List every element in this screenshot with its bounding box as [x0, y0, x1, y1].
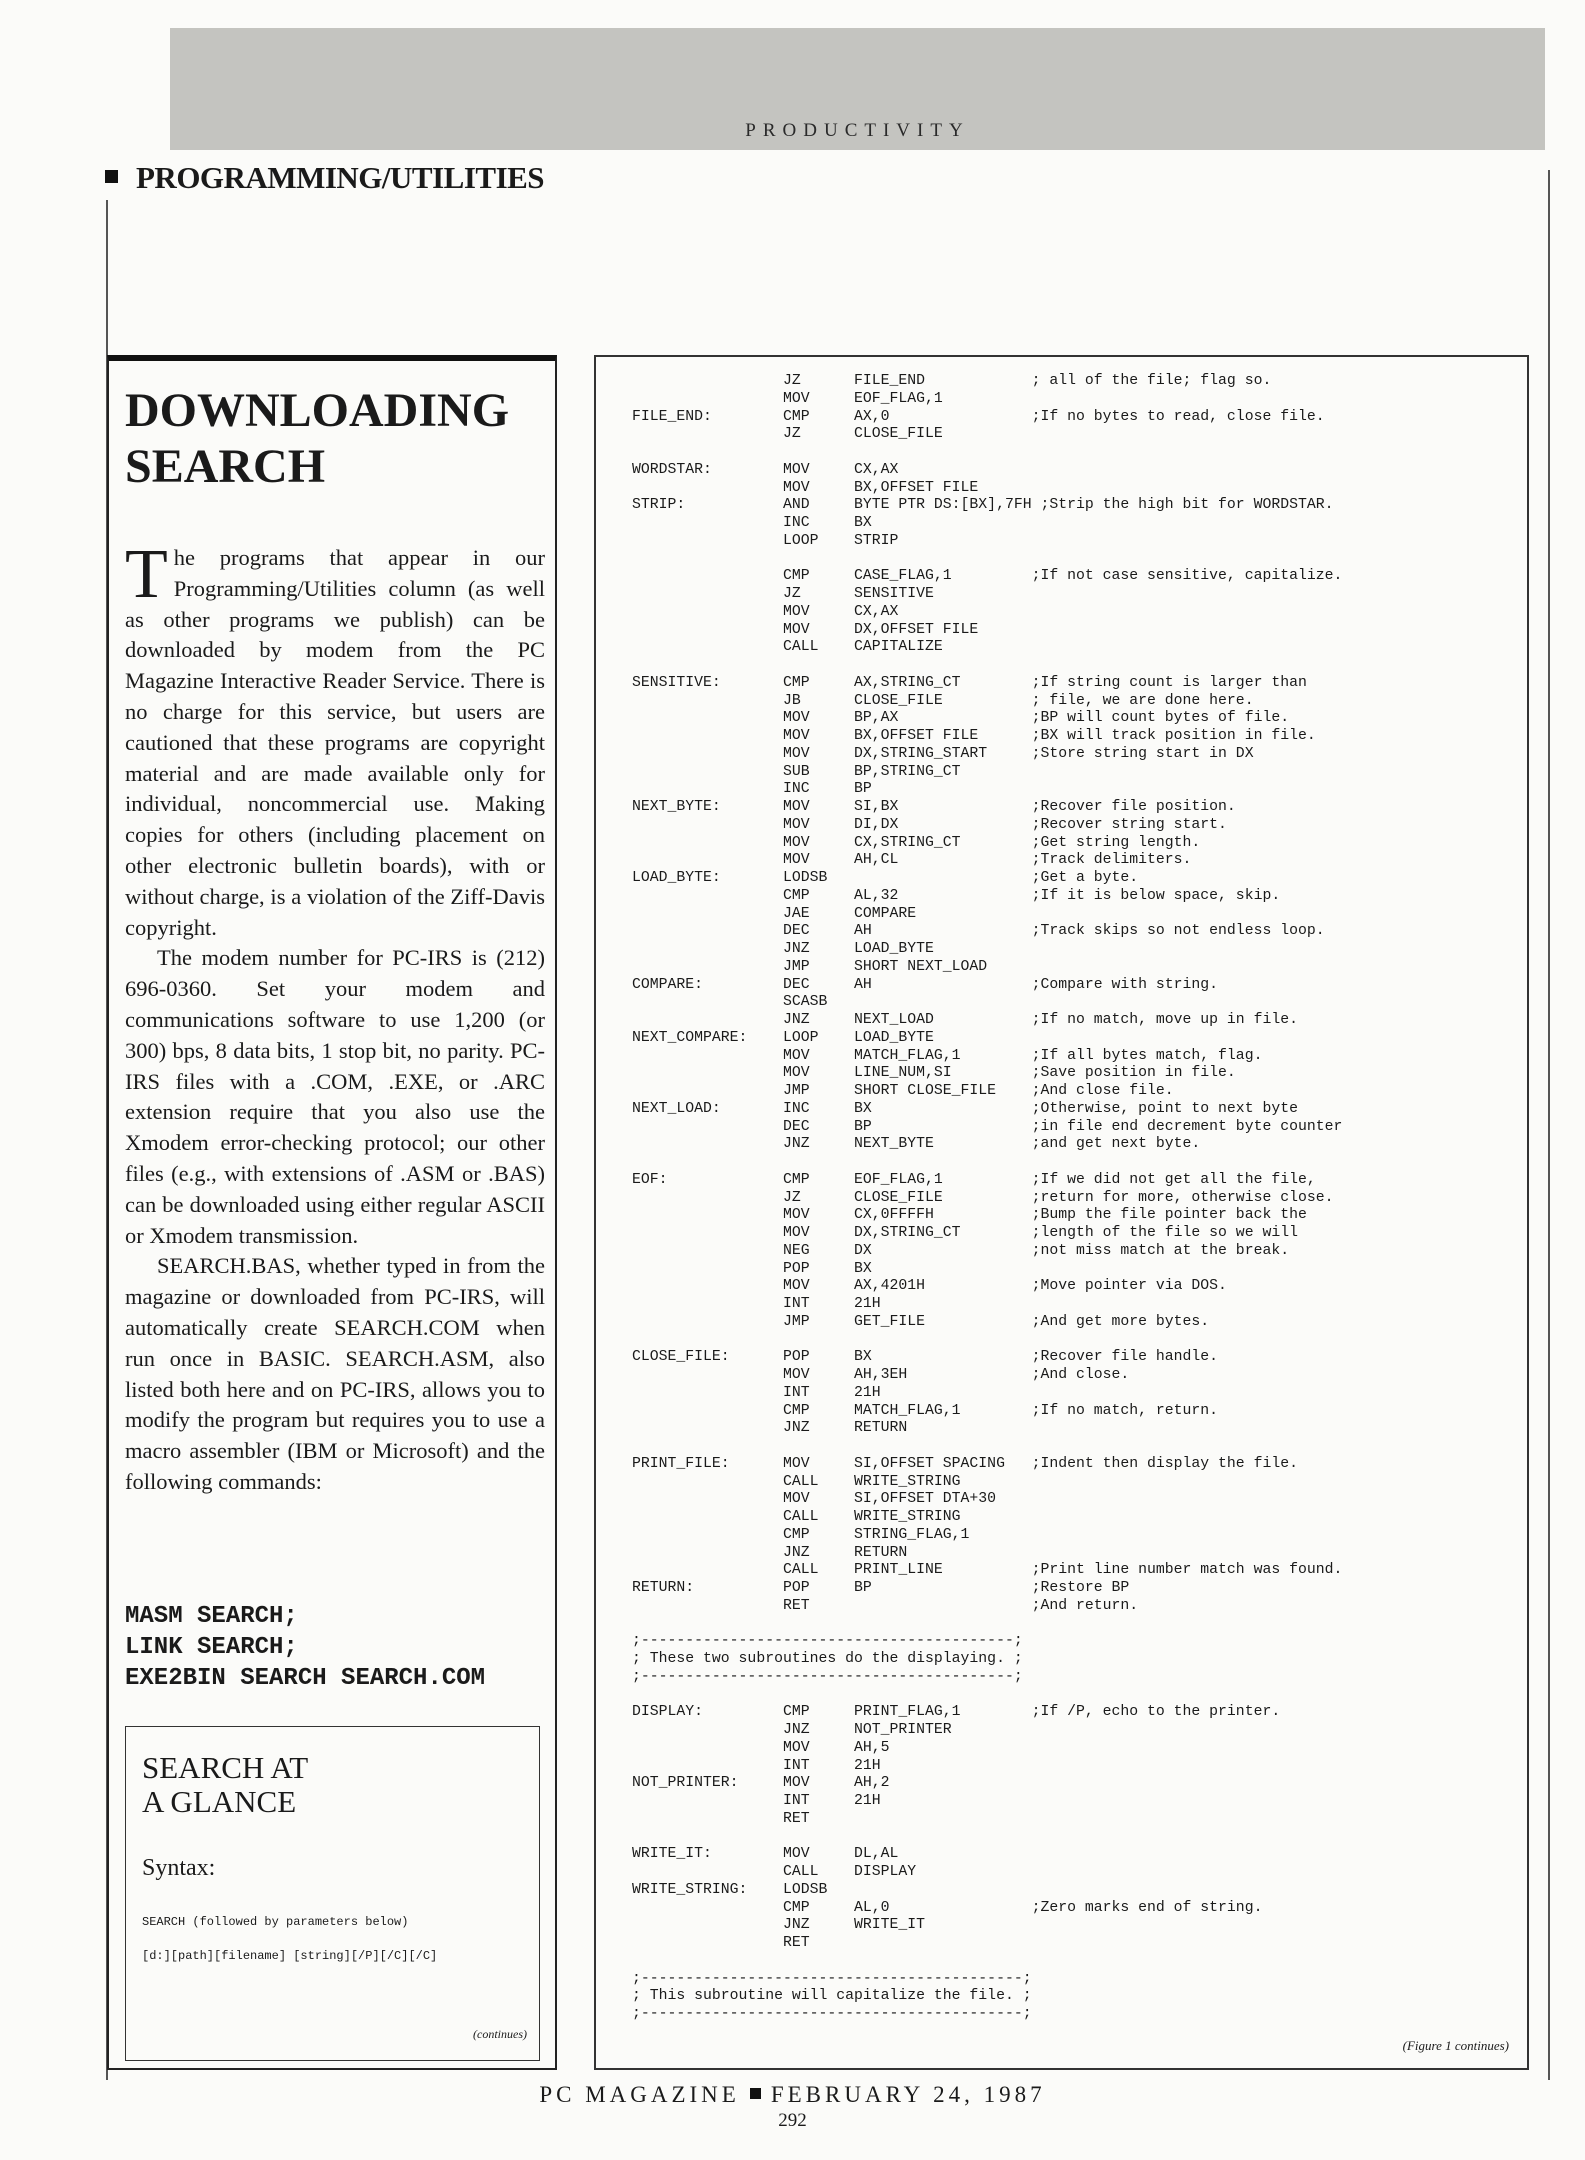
- code-listing: JZ FILE_END ; all of the file; flag so. MOV EOF_FLAG,1 FILE_END: CMP AX,0 ;If no bytes to read, close file. JZ CLOSE_FILE WORDSTAR: MOV CX,AX MOV BX,OFFSET FILE STRIP: AND BYTE PTR DS:[BX],7FH ;Strip the high bit for WORDSTAR. INC BX LOOP STRIP CMP CASE_FLAG,1 ;If not case sensitive, capitalize. JZ SENSITIVE MOV CX,AX MOV DX,OFFSET FILE CALL CAPITALIZE SENSITIVE: CMP AX,STRING_CT ;If string count is larger than JB CLOSE_FILE ; file, we are done here. MOV BP,AX ;BP will count bytes of file. MOV BX,OFFSET FILE ;BX will track position in file. MOV DX,STRING_START ;Store string start in DX SUB BP,STRING_CT INC BP NEXT_BYTE: MOV SI,BX ;Recover file position. MOV DI,DX ;Recover string start. MOV CX,STRING_CT ;Get string length. MOV AH,CL ;Track delimiters. LOAD_BYTE: LODSB ;Get a byte. CMP AL,32 ;If it is below space, skip. JAE COMPARE DEC AH ;Track skips so not endless loop. JNZ LOAD_BYTE JMP SHORT NEXT_LOAD COMPARE: DEC AH ;Compare with string. SCASB JNZ NEXT_LOAD ;If no match, move up in file. NEXT_COMPARE: LOOP LOAD_BYTE MOV MATCH_FLAG,1 ;If all bytes match, flag. MOV LINE_NUM,SI ;Save position in file. JMP SHORT CLOSE_FILE ;And close file. NEXT_LOAD: INC BX ;Otherwise, point to next byte DEC BP ;in file end decrement byte counter JNZ NEXT_BYTE ;and get next byte. EOF: CMP EOF_FLAG,1 ;If we did not get all the file, JZ CLOSE_FILE ;return for more, otherwise close. MOV CX,0FFFFH ;Bump the file pointer back the MOV DX,STRING_CT ;length of the file so we will NEG DX ;not miss match at the break. POP BX MOV AX,4201H ;Move pointer via DOS. INT 21H JMP GET_FILE ;And get more bytes. CLOSE_FILE: POP BX ;Recover file handle. MOV AH,3EH ;And close. INT 21H CMP MATCH_FLAG,1 ;If no match, return. JNZ RETURN PRINT_FILE: MOV SI,OFFSET SPACING ;Indent then display the file. CALL WRITE_STRING MOV SI,OFFSET DTA+30 CALL WRITE_STRING CMP STRING_FLAG,1 JNZ RETURN CALL PRINT_LINE ;Print line number match was found. RETURN: POP BP ;Restore BP RET ;And return. ;------------------------------------------; ; These two subroutines do the displaying. ; ;------------------------------------------; DISPLAY: CMP PRINT_FLAG,1 ;If /P, echo to the printer. JNZ NOT_PRINTER MOV AH,5 INT 21H NOT_PRINTER: MOV AH,2 INT 21H RET WRITE_IT: MOV DL,AL CALL DISPLAY WRITE_STRING: LODSB CMP AL,0 ;Zero marks end of string. JNZ WRITE_IT RET ;-------------------------------------------; ; This subroutine will capitalize the file. ; ;-------------------------------------------;: [632, 373, 1343, 2022]
- section-heading: [105, 160, 544, 196]
- sidebar-title-line1: DOWNLOADING: [125, 384, 510, 437]
- syntax-label: Syntax:: [142, 1855, 216, 1881]
- header-banner: [170, 28, 1545, 150]
- figure-continues: (Figure 1 continues): [1402, 2038, 1509, 2053]
- footer: [0, 2082, 1585, 2108]
- sidebar-title-line2: SEARCH: [125, 440, 326, 493]
- sidebar-body: [125, 536, 545, 1498]
- sidebar-title: [125, 383, 509, 495]
- syntax-line-2: [d:][path][filename] [string][/P][/C][/C]: [142, 1949, 438, 1963]
- paragraph-2: The modem number for PC-IRS is (212) 696-0360. Set your modem and communications software to use 1,200 (or 300) bps, 8 data bits, 1 stop bit, no parity. PC-IRS files with a .COM, .EXE, or .ARC extension require that you also use the Xmodem error-checking protocol; our other files (e.g., with extensions of .ASM or .BAS) can be downloaded using either regular ASCII or Xmodem transmission.: [125, 945, 545, 1248]
- paragraph-1-text: he programs that appear in our Programming/Utilities column (as well as other programs we publish) can be downloaded by modem from the PC Magazine Interactive Reader Service. There is no charge for this service, but users are cautioned that these programs are copyright material and are made available only for individual, noncommercial use. Making copies for others (including placement on other electronic bulletin boards), with or without charge, is a violation of the Ziff-Davis copyright.: [125, 545, 545, 940]
- drop-cap: T: [125, 536, 168, 613]
- footer-square-icon: [750, 2088, 761, 2099]
- code-listing-box: [594, 355, 1529, 2070]
- page-number: 292: [778, 2110, 807, 2131]
- right-rule: [1548, 170, 1550, 2080]
- download-sidebar: [107, 355, 557, 2070]
- footer-magazine: PC MAGAZINE: [539, 2082, 740, 2107]
- glance-title: SEARCH AT A GLANCE: [142, 1750, 309, 1819]
- command-list: MASM SEARCH; LINK SEARCH; EXE2BIN SEARCH SEARCH.COM: [125, 1603, 486, 1692]
- section-title: PROGRAMMING/UTILITIES: [136, 160, 545, 195]
- paragraph-1: [125, 536, 545, 943]
- glance-continues: (continues): [473, 2027, 527, 2041]
- glance-box: [125, 1726, 540, 2061]
- banner-title: PRODUCTIVITY: [745, 120, 970, 141]
- bullet-square-icon: [105, 170, 118, 183]
- paragraph-3: SEARCH.BAS, whether typed in from the magazine or downloaded from PC-IRS, will automatically create SEARCH.COM when run once in BASIC. SEARCH.ASM, also listed both here and on PC-IRS, allows you to modify the program but requires you to use a macro assembler (IBM or Microsoft) and the following commands:: [125, 1253, 545, 1494]
- syntax-line-1: SEARCH (followed by parameters below): [142, 1915, 409, 1929]
- footer-date: FEBRUARY 24, 1987: [770, 2082, 1046, 2107]
